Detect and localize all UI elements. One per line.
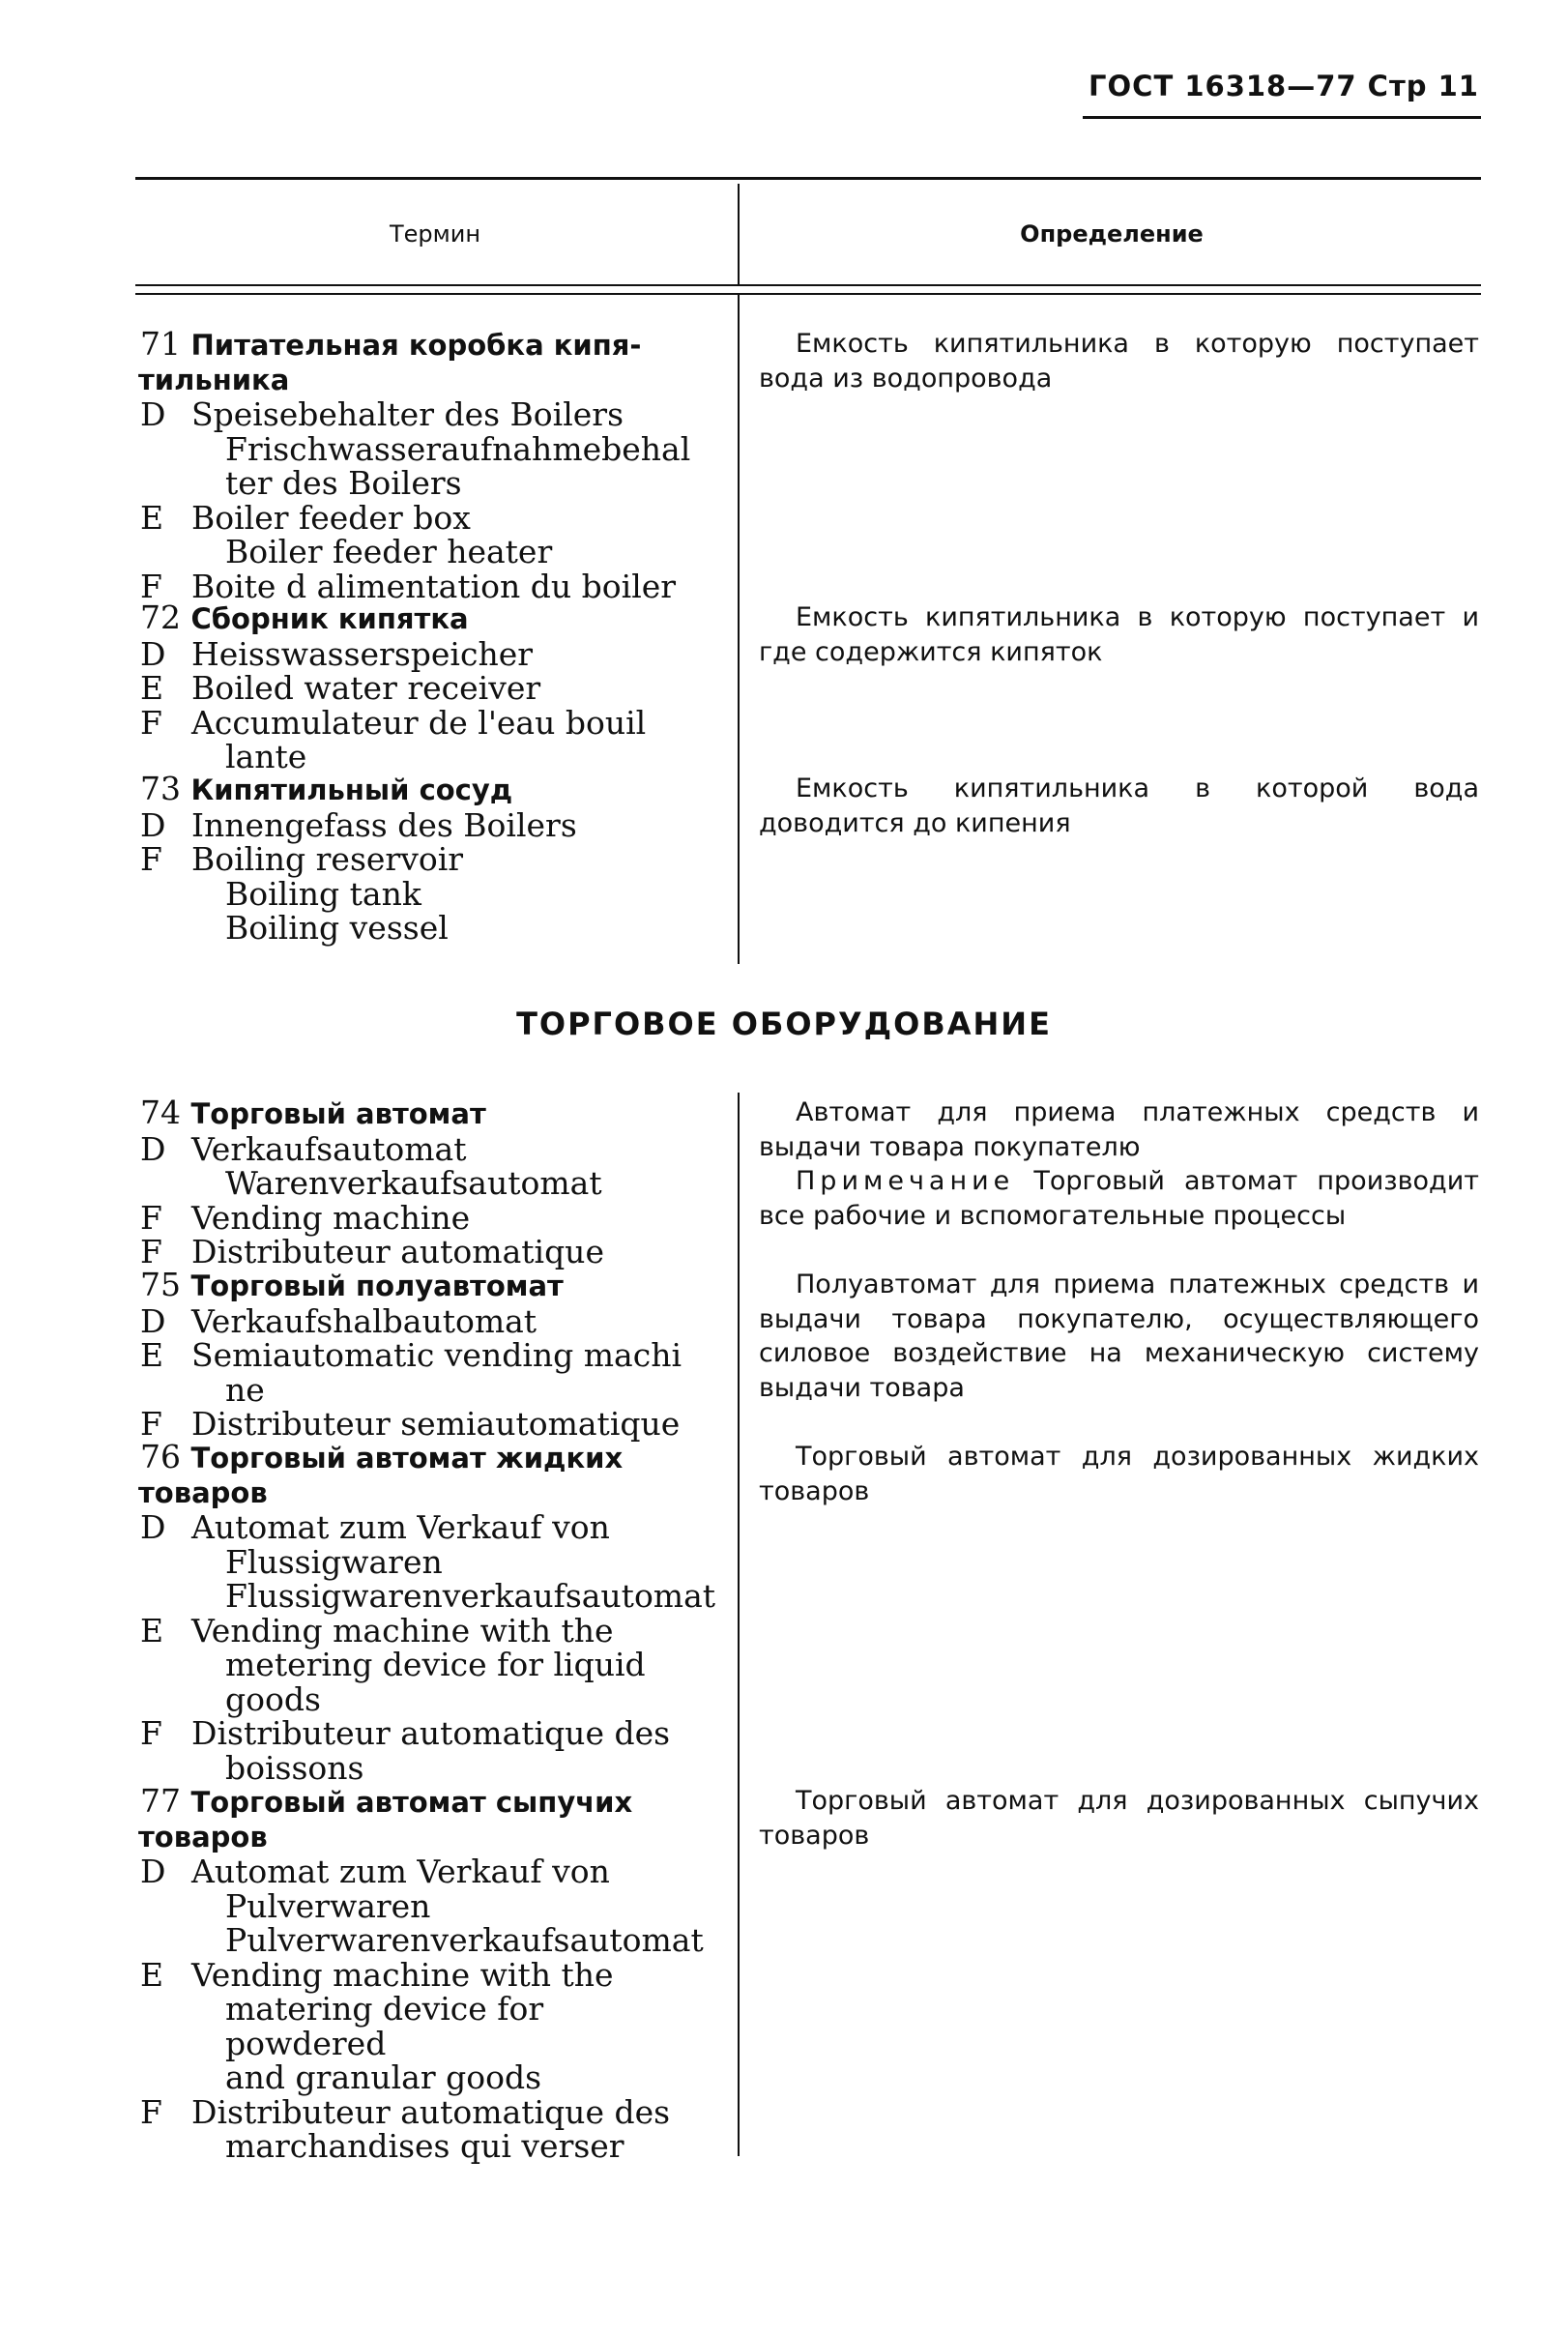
term-translation: Speisebehalter des Boilers	[191, 395, 624, 433]
lang-code: E	[140, 1336, 164, 1374]
lang-code: D	[140, 1853, 166, 1890]
lang-code: F	[140, 1405, 162, 1443]
lang-code: D	[140, 395, 166, 433]
lang-code: D	[140, 1301, 166, 1340]
definition-text: Емкость кипятильника в которую поступает вода из водопровода	[759, 329, 1479, 394]
definition-77	[759, 1784, 1479, 1853]
term-translation: metering device for liquid	[225, 1646, 646, 1683]
term-entry-73	[140, 772, 706, 946]
column-divider-top	[738, 295, 740, 964]
term-translation: Distributeur semiautomatique	[191, 1405, 681, 1443]
definition-76	[759, 1440, 1479, 1508]
lang-code: F	[140, 840, 162, 878]
definition-text: Полуавтомат для приема платежных средств и выдачи товара покупателю, осуществляющего силовое воздействие на механическую систему выдачи товара	[759, 1270, 1479, 1403]
term-russian-cont: товаров	[138, 1820, 268, 1853]
definition-text: Емкость кипятильника в которой вода доводится до кипения	[759, 773, 1479, 838]
term-translation: Boiling tank	[225, 874, 421, 913]
definition-text: Емкость кипятильника в которую поступает и где содержится кипяток	[759, 602, 1479, 667]
header-rule	[1083, 116, 1481, 119]
term-translation: boissons	[225, 1748, 364, 1787]
term-number: 76	[140, 1438, 181, 1475]
term-number: 74	[140, 1094, 181, 1131]
column-divider-bottom	[738, 1093, 740, 2156]
note-text: Торговый автомат производит все рабочие и вспомогательные процессы	[759, 1166, 1479, 1231]
term-russian: Торговый автомат	[190, 1097, 486, 1130]
term-entry-75	[140, 1268, 706, 1442]
lang-code: F	[140, 1233, 162, 1270]
term-russian: Сборник кипятка	[190, 602, 469, 635]
term-translation: Pulverwaren	[225, 1886, 431, 1925]
term-translation: Verkaufshalbautomat	[191, 1301, 537, 1340]
term-number: 72	[140, 598, 181, 636]
definition-text: Автомат для приема платежных средств и выдачи товара покупателю	[759, 1097, 1479, 1162]
header-column-divider	[738, 184, 740, 285]
note-label: Примечание	[796, 1166, 1015, 1196]
lang-code: E	[140, 1611, 164, 1649]
term-translation: Accumulateur de l'eau bouil	[191, 703, 647, 742]
term-translation: Innengefass des Boilers	[191, 805, 577, 844]
page-header: ГОСТ 16318—77 Стр 11	[1089, 70, 1479, 102]
lang-code: E	[140, 498, 164, 537]
term-translation: Semiautomatic vending machi	[191, 1336, 682, 1374]
lang-code: F	[140, 2092, 162, 2131]
term-translation: Distributeur automatique	[191, 1233, 604, 1270]
lang-code: D	[140, 1508, 166, 1546]
definition-text: Торговый автомат для дозированных жидких товаров	[759, 1442, 1479, 1506]
term-entry-74	[140, 1095, 706, 1270]
lang-code: E	[140, 669, 164, 707]
term-translation: Boite d alimentation du boiler	[191, 567, 677, 605]
table-top-rule	[135, 177, 1481, 180]
term-translation: Pulverwarenverkaufsautomat	[225, 1921, 704, 1959]
term-entry-76	[138, 1438, 716, 1787]
lang-code: F	[140, 567, 162, 605]
term-russian: Торговый автомат сыпучих	[190, 1786, 633, 1819]
term-russian: Питательная коробка кипя-	[190, 329, 642, 362]
term-translation: Boiling vessel	[225, 909, 449, 947]
lang-code: F	[140, 1198, 162, 1237]
term-translation: Vending machine	[191, 1198, 471, 1237]
definition-74	[759, 1095, 1479, 1233]
lang-code: D	[140, 805, 166, 844]
term-number: 75	[140, 1266, 181, 1303]
term-entry-71	[140, 327, 706, 603]
lang-code: F	[140, 703, 162, 742]
term-translation: Flussigwarenverkaufsautomat	[225, 1577, 716, 1615]
lang-code: D	[140, 1129, 166, 1168]
term-translation: goods	[225, 1679, 321, 1718]
term-entry-72	[140, 600, 706, 774]
term-translation: Flussigwaren	[225, 1542, 443, 1581]
lang-code: D	[140, 634, 166, 673]
term-translation: Distributeur automatique des	[191, 1714, 671, 1752]
column-header-term: Термин	[389, 220, 481, 248]
definition-75	[759, 1268, 1479, 1405]
definition-72	[759, 600, 1479, 669]
term-translation: ter des Boilers	[225, 464, 462, 502]
term-russian: Кипятильный сосуд	[190, 773, 513, 806]
term-russian: Торговый полуавтомат	[190, 1270, 564, 1302]
term-translation: Automat zum Verkauf von	[191, 1853, 610, 1890]
term-translation: Vending machine with the	[191, 1955, 614, 1994]
section-title: ТОРГОВОЕ ОБОРУДОВАНИЕ	[516, 1006, 1052, 1042]
term-translation: Frischwasseraufnahmebehal	[225, 429, 691, 468]
term-translation: Boiling reservoir	[191, 840, 464, 878]
term-number: 77	[140, 1782, 181, 1820]
term-translation: lante	[225, 738, 307, 775]
term-translation: Heisswasserspeicher	[191, 634, 534, 673]
term-russian-cont: тильника	[138, 363, 290, 396]
term-entry-77	[140, 1784, 706, 2164]
term-translation: Automat zum Verkauf von	[191, 1508, 610, 1546]
column-header-definition: Определение	[1020, 220, 1204, 248]
definition-text: Торговый автомат для дозированных сыпучих товаров	[759, 1786, 1479, 1851]
definition-note	[759, 1164, 1479, 1233]
term-translation: and granular goods	[225, 2058, 542, 2096]
lang-code: E	[140, 1955, 164, 1994]
term-number: 73	[140, 770, 181, 807]
table-head-rule	[135, 284, 1481, 286]
table-head-rule-double	[135, 293, 1481, 295]
definition-71	[759, 327, 1479, 395]
term-translation: marchandises qui verser	[225, 2127, 624, 2165]
term-translation: Warenverkaufsautomat	[225, 1164, 602, 1202]
definition-73	[759, 772, 1479, 840]
term-translation: Boiler feeder box	[191, 498, 471, 537]
term-translation: Distributeur automatique des	[191, 2092, 671, 2131]
term-translation: matering device for powdered	[225, 1990, 544, 2062]
term-russian-cont: товаров	[138, 1475, 268, 1509]
term-translation: Boiled water receiver	[191, 669, 541, 707]
term-translation: Boiler feeder heater	[225, 533, 553, 570]
term-translation: Verkaufsautomat	[191, 1129, 467, 1168]
term-translation: Vending machine with the	[191, 1611, 614, 1649]
term-translation: ne	[225, 1370, 265, 1409]
term-number: 71	[140, 325, 181, 363]
term-russian: Торговый автомат жидких	[190, 1442, 624, 1474]
lang-code: F	[140, 1714, 162, 1752]
